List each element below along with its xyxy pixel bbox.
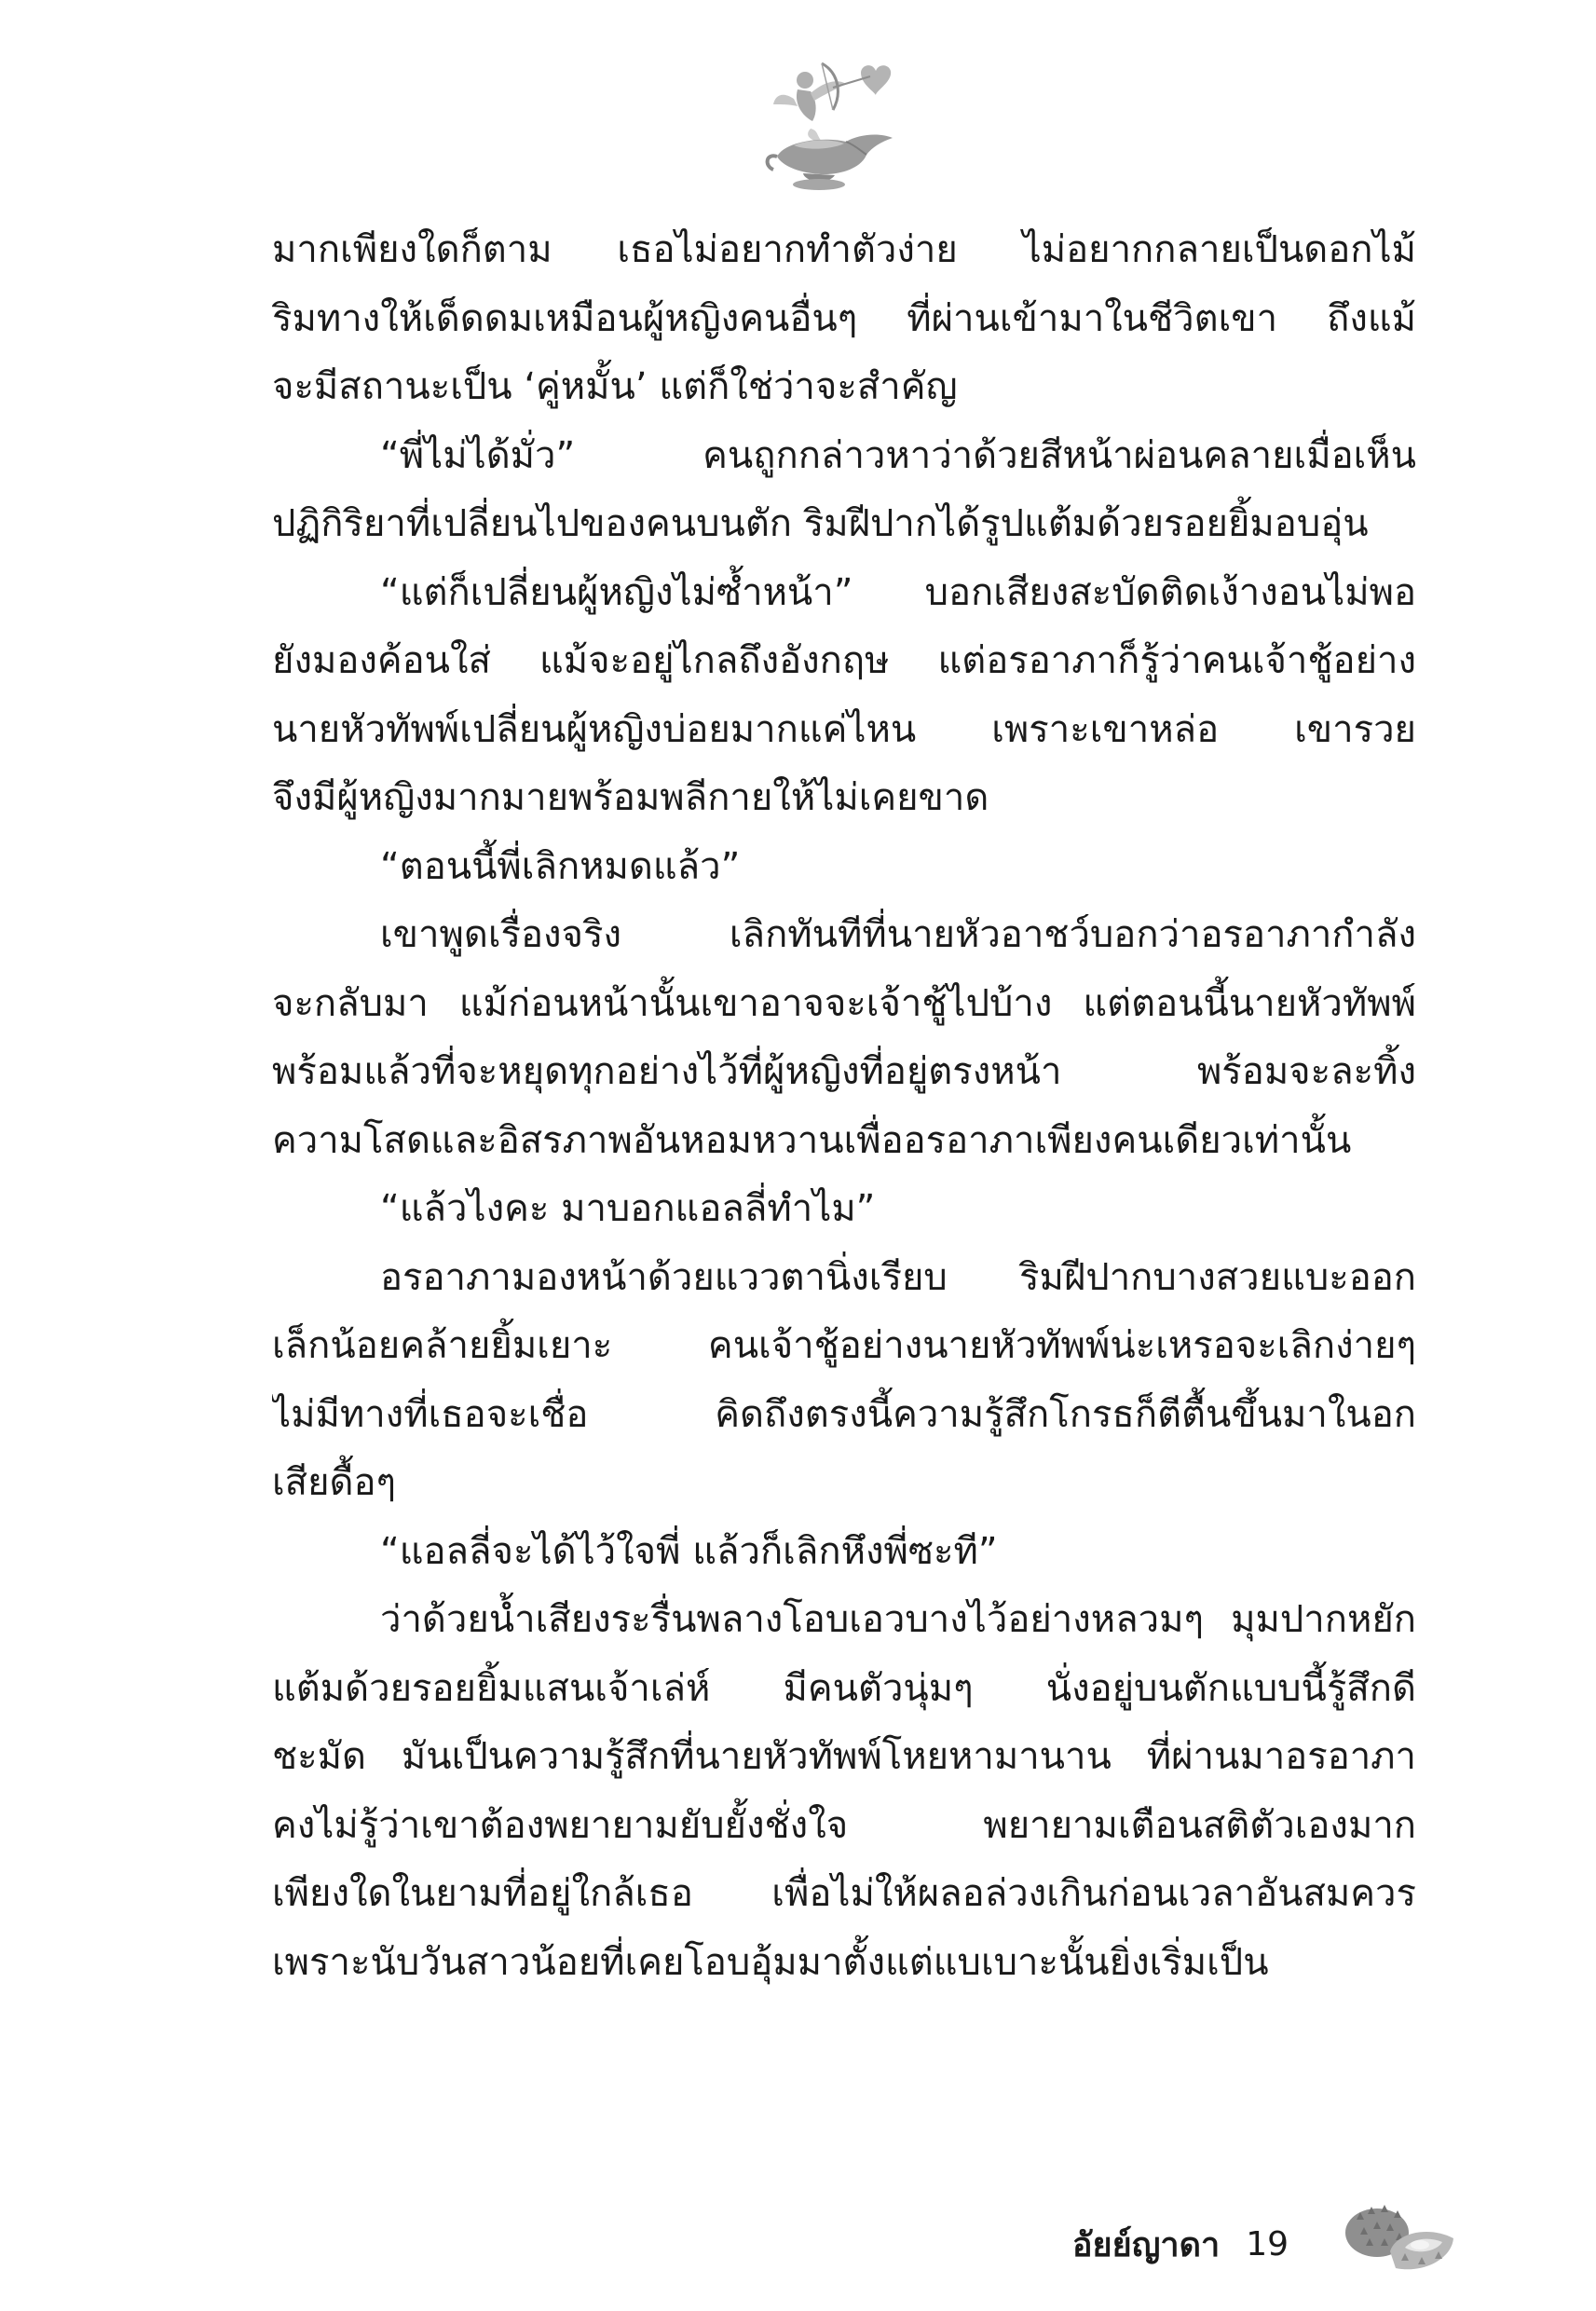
text-line: มากเพียงใดก็ตาม เธอไม่อยากทำตัวง่าย ไม่อยากกลายเป็นดอกไม้ bbox=[272, 228, 1416, 271]
durian-icon bbox=[1340, 2192, 1461, 2280]
text-line: เพราะนับวันสาวน้อยที่เคยโอบอุ้มมาตั้งแต่แบเบาะนั้นยิ่งเริ่มเป็น bbox=[272, 1940, 1269, 1984]
text-line: “แต่ก็เปลี่ยนผู้หญิงไม่ซ้ำหน้า” บอกเสียงสะบัดติดเง้างอนไม่พอ bbox=[380, 570, 1416, 614]
text-line: จะกลับมา แม้ก่อนหน้านั้นเขาอาจจะเจ้าชู้ไปบ้าง แต่ตอนนี้นายหัวทัพพ์ bbox=[272, 981, 1416, 1025]
text-line: คงไม่รู้ว่าเขาต้องพยายามยับยั้งชั่งใจ พยายามเตือนสติตัวเองมาก bbox=[272, 1803, 1416, 1847]
text-line: นายหัวทัพพ์เปลี่ยนผู้หญิงบ่อยมากแค่ไหน เพราะเขาหล่อ เขารวย bbox=[272, 707, 1416, 751]
text-line: จะมีสถานะเป็น ‘คู่หมั้น’ แต่ก็ใช่ว่าจะสำคัญ bbox=[272, 365, 958, 408]
text-line: ปฏิกิริยาที่เปลี่ยนไปของคนบนตัก ริมฝีปากได้รูปแต้มด้วยรอยยิ้มอบอุ่น bbox=[272, 502, 1369, 545]
text-line: “ตอนนี้พี่เลิกหมดแล้ว” bbox=[380, 844, 741, 888]
text-line: ชะมัด มันเป็นความรู้สึกที่นายหัวทัพพ์โหยหามานาน ที่ผ่านมาอรอาภา bbox=[272, 1735, 1416, 1778]
genie-lamp-with-cupid-icon bbox=[757, 45, 906, 198]
text-line: พร้อมแล้วที่จะหยุดทุกอย่างไว้ที่ผู้หญิงที่อยู่ตรงหน้า พร้อมจะละทิ้ง bbox=[272, 1050, 1416, 1093]
author-name: อัยย์ญาดา bbox=[1071, 2225, 1221, 2264]
text-line: เสียดื้อๆ bbox=[272, 1461, 397, 1504]
text-line: “พี่ไม่ได้มั่ว” คนถูกกล่าวหาว่าด้วยสีหน้าผ่อนคลายเมื่อเห็น bbox=[380, 433, 1416, 477]
text-line: เล็กน้อยคล้ายยิ้มเยาะ คนเจ้าชู้อย่างนายหัวทัพพ์น่ะเหรอจะเลิกง่ายๆ bbox=[272, 1324, 1416, 1367]
text-line: เขาพูดเรื่องจริง เลิกทันทีที่นายหัวอาชว์บอกว่าอรอาภากำลัง bbox=[380, 913, 1416, 956]
text-line: ยังมองค้อนใส่ แม้จะอยู่ไกลถึงอังกฤษ แต่อรอาภาก็รู้ว่าคนเจ้าชู้อย่าง bbox=[272, 639, 1416, 682]
text-line: จึงมีผู้หญิงมากมายพร้อมพลีกายให้ไม่เคยขาด bbox=[272, 776, 989, 819]
text-line: ว่าด้วยน้ำเสียงระรื่นพลางโอบเอวบางไว้อย่างหลวมๆ มุมปากหยัก bbox=[380, 1598, 1416, 1641]
text-line: ริมทางให้เด็ดดมเหมือนผู้หญิงคนอื่นๆ ที่ผ่านเข้ามาในชีวิตเขา ถึงแม้ bbox=[272, 296, 1416, 340]
text-line: “แอลลี่จะได้ไว้ใจพี่ แล้วก็เลิกหึงพี่ซะที” bbox=[380, 1529, 998, 1573]
page-footer bbox=[1072, 2218, 1289, 2270]
text-line: “แล้วไงคะ มาบอกแอลลี่ทำไม” bbox=[380, 1187, 876, 1230]
body-text bbox=[272, 216, 1416, 2154]
text-line: แต้มด้วยรอยยิ้มแสนเจ้าเล่ห์ มีคนตัวนุ่มๆ นั่งอยู่บนตักแบบนี้รู้สึกดี bbox=[272, 1666, 1416, 1710]
text-line: เพียงใดในยามที่อยู่ใกล้เธอ เพื่อไม่ให้ผลอล่วงเกินก่อนเวลาอันสมควร bbox=[272, 1872, 1416, 1915]
page-number: 19 bbox=[1246, 2224, 1289, 2263]
text-line: ความโสดและอิสรภาพอันหอมหวานเพื่ออรอาภาเพียงคนเดียวเท่านั้น bbox=[272, 1118, 1352, 1162]
text-line: อรอาภามองหน้าด้วยแววตานิ่งเรียบ ริมฝีปากบางสวยแบะออก bbox=[380, 1255, 1416, 1299]
text-line: ไม่มีทางที่เธอจะเชื่อ คิดถึงตรงนี้ความรู้สึกโกรธก็ตีตื้นขึ้นมาในอก bbox=[272, 1392, 1416, 1436]
